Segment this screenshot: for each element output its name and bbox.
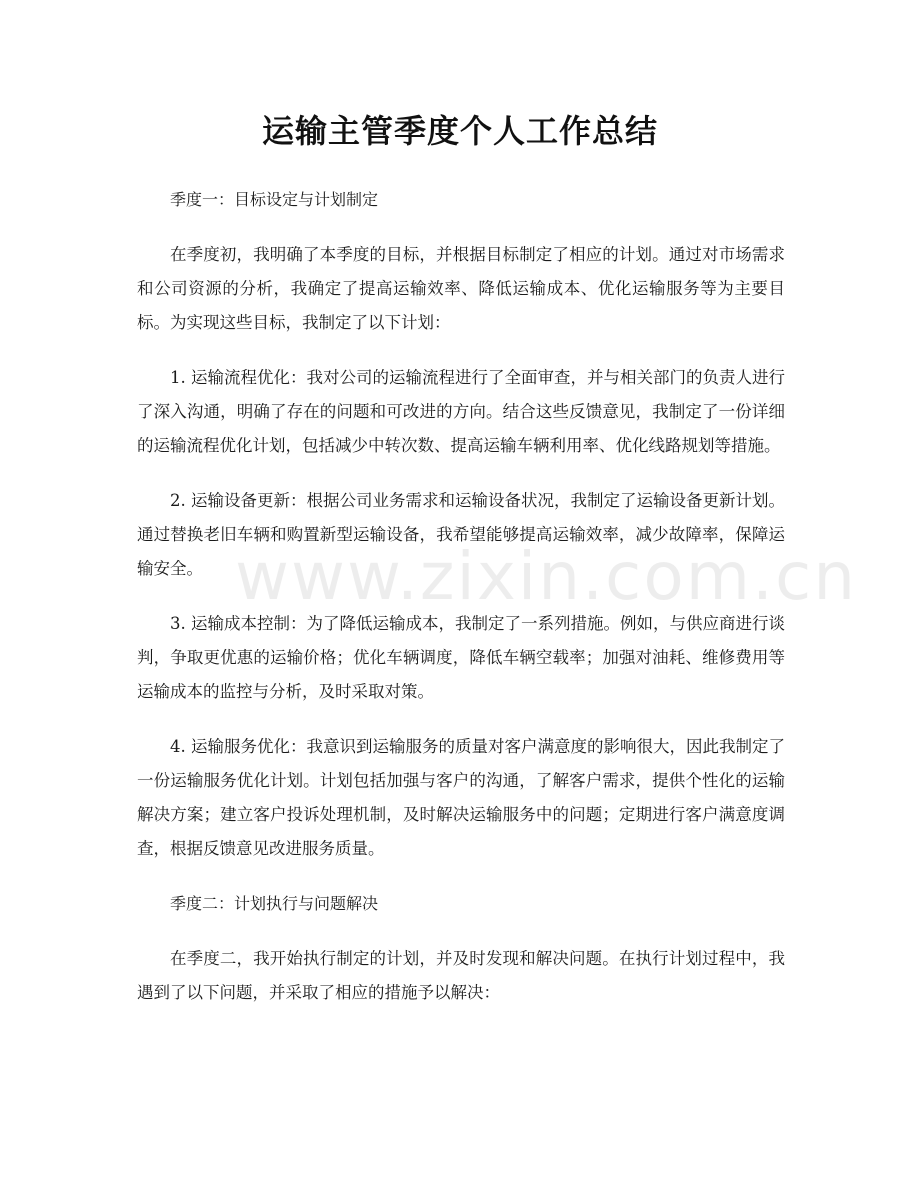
paragraph-item-3: 3. 运输成本控制：为了降低运输成本，我制定了一系列措施。例如，与供应商进行谈判，争取更优惠的运输价格；优化车辆调度，降低车辆空载率；加强对油耗、维修费用等运输成本的监控与分析，及时采取对策。 xyxy=(137,614,785,701)
section-heading-q2: 季度二：计划执行与问题解决 xyxy=(170,894,379,913)
paragraph-q1-intro: 在季度初，我明确了本季度的目标，并根据目标制定了相应的计划。通过对市场需求和公司资源的分析，我确定了提高运输效率、降低运输成本、优化运输服务等为主要目标。为实现这些目标，我制定了以下计划： xyxy=(137,245,785,332)
paragraph-q2-intro: 在季度二，我开始执行制定的计划，并及时发现和解决问题。在执行计划过程中，我遇到了以下问题，并采取了相应的措施予以解决： xyxy=(137,949,785,1002)
paragraph-item-2: 2. 运输设备更新：根据公司业务需求和运输设备状况，我制定了运输设备更新计划。通过替换老旧车辆和购置新型运输设备，我希望能够提高运输效率，减少故障率，保障运输安全。 xyxy=(137,491,785,578)
document-body xyxy=(137,183,785,1031)
section-heading-q1: 季度一：目标设定与计划制定 xyxy=(170,190,379,209)
paragraph-item-4: 4. 运输服务优化：我意识到运输服务的质量对客户满意度的影响很大，因此我制定了一份运输服务优化计划。计划包括加强与客户的沟通，了解客户需求，提供个性化的运输解决方案；建立客户投诉处理机制，及时解决运输服务中的问题；定期进行客户满意度调查，根据反馈意见改进服务质量。 xyxy=(137,737,785,858)
paragraph-item-1: 1. 运输流程优化：我对公司的运输流程进行了全面审查，并与相关部门的负责人进行了深入沟通，明确了存在的问题和可改进的方向。结合这些反馈意见，我制定了一份详细的运输流程优化计划，包括减少中转次数、提高运输车辆利用率、优化线路规划等措施。 xyxy=(137,368,785,455)
watermark: www.zixin.com.cn xyxy=(235,538,858,615)
document-title: 运输主管季度个人工作总结 xyxy=(261,112,658,150)
